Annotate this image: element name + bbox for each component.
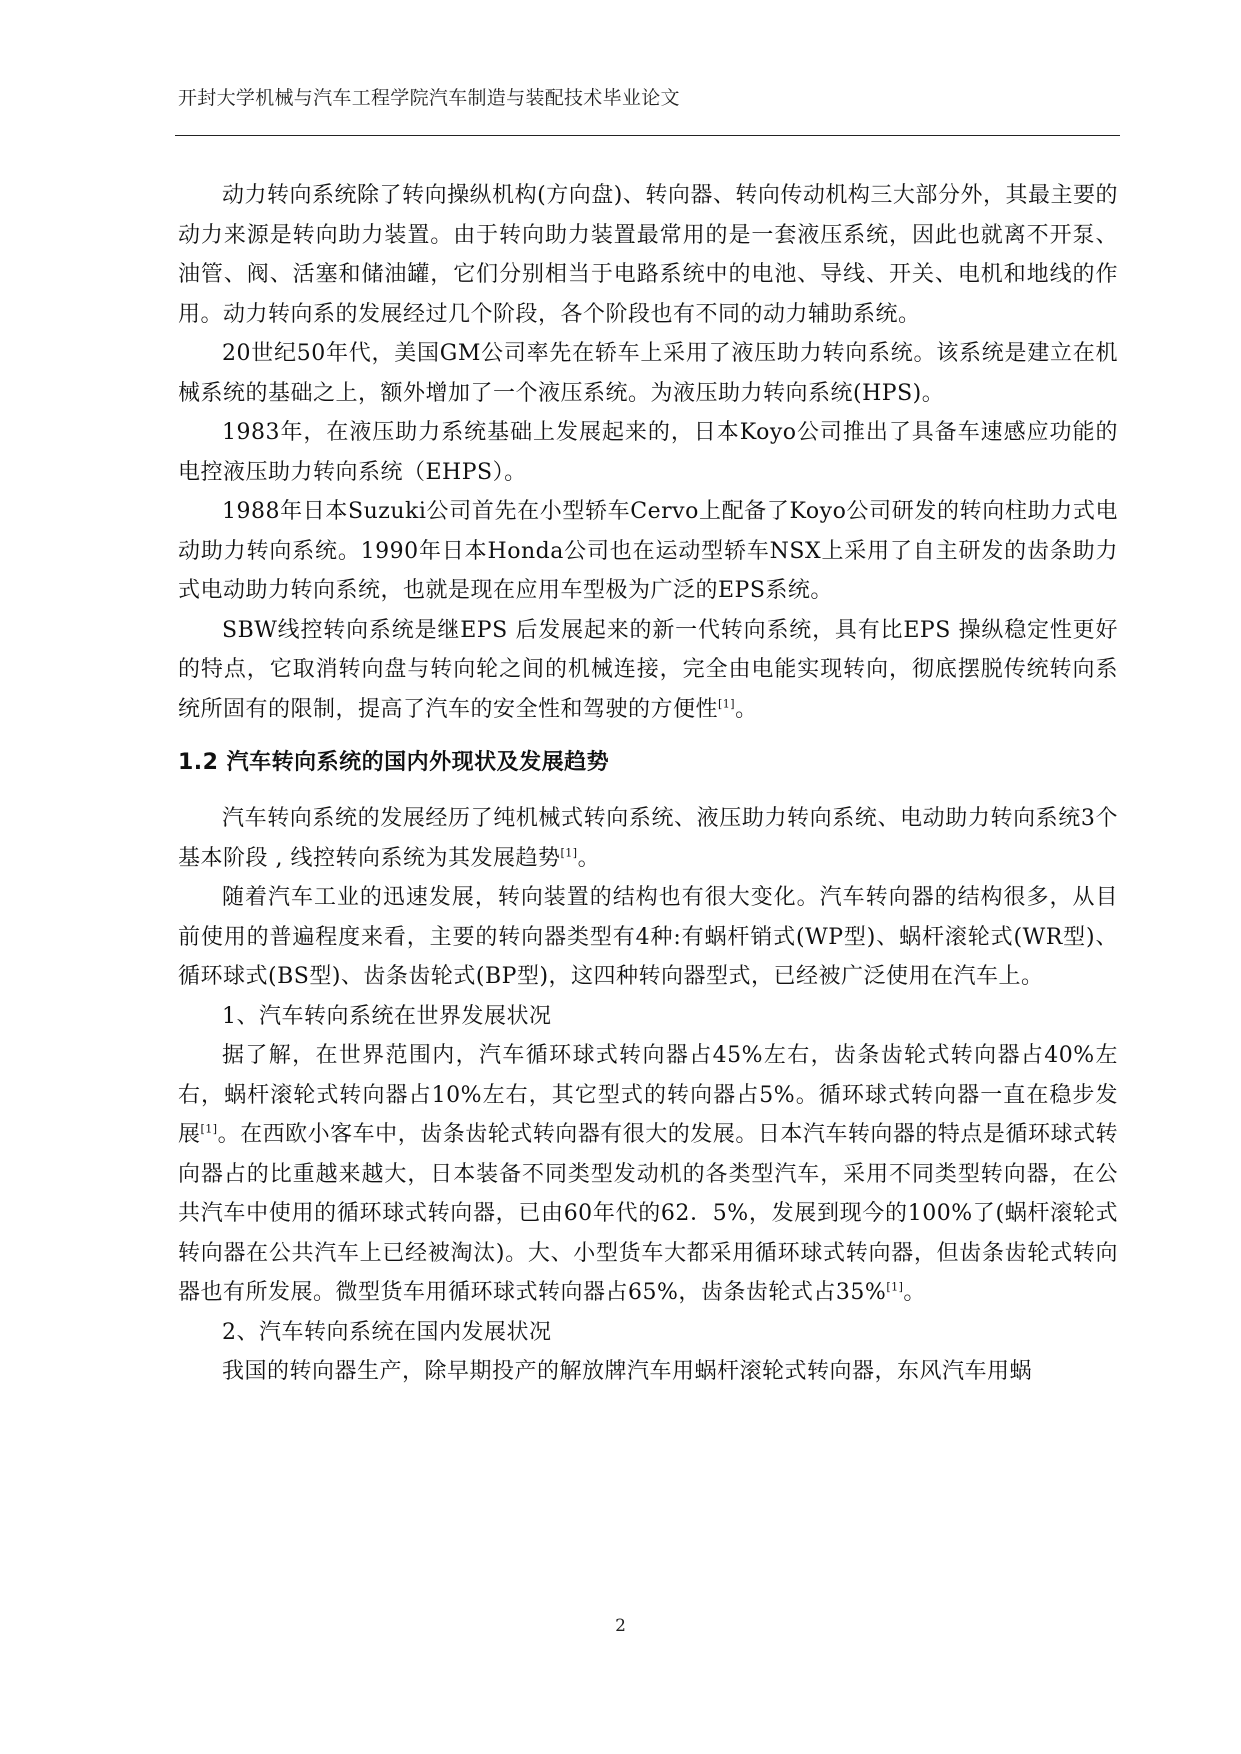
paragraph-development-stages-end: 。 [577, 845, 601, 871]
paragraph-sbw-end: 。 [735, 696, 758, 722]
body-content [178, 176, 1118, 1392]
running-header: 开封大学机械与汽车工程学院汽车制造与装配技术毕业论文 [178, 87, 680, 109]
paragraph-development-stages [178, 799, 1118, 878]
citation-ref: [1] [200, 1122, 218, 1136]
subheading-world-status: 1、汽车转向系统在世界发展状况 [222, 1003, 552, 1029]
paragraph-development-stages-text: 汽车转向系统的发展经历了纯机械式转向系统、液压助力转向系统、电动助力转向系统3个基本阶段 , 线控转向系统为其发展趋势 [178, 806, 1118, 871]
paragraph-eps-history: 1988年日本Suzuki公司首先在小型轿车Cervo上配备了Koyo公司研发的转向柱助力式电动助力转向系统。1990年日本Honda公司也在运动型轿车NSX上采用了自主研发的齿条助力式电动助力转向系统，也就是现在应用车型极为广泛的EPS系统。 [178, 499, 1118, 603]
citation-ref: [1] [886, 1280, 904, 1294]
paragraph-world-status-end: 。 [903, 1280, 926, 1305]
page-number: 2 [615, 1616, 626, 1636]
subheading-domestic-status: 2、汽车转向系统在国内发展状况 [222, 1319, 552, 1345]
section-heading-1-2: 1.2 汽车转向系统的国内外现状及发展趋势 [178, 750, 610, 775]
paragraph-power-steering-intro: 动力转向系统除了转向操纵机构(方向盘)、转向器、转向传动机构三大部分外，其最主要的动力来源是转向助力装置。由于转向助力装置最常用的是一套液压系统，因此也就离不开泵、油管、阀、活塞和储油罐，它们分别相当于电路系统中的电池、导线、开关、电机和地线的作用。动力转向系的发展经过几个阶段，各个阶段也有不同的动力辅助系统。 [178, 183, 1118, 327]
citation-ref: [1] [718, 697, 736, 711]
paragraph-world-status-text-b: 。在西欧小客车中，齿条齿轮式转向器有很大的发展。日本汽车转向器的特点是循环球式转向器占的比重越来越大，日本装备不同类型发动机的各类型汽车，采用不同类型转向器，在公共汽车中使用的循环球式转向器，已由60年代的62．5%，发展到现今的100%了(蜗杆滚轮式转向器在公共汽车上已经被淘汰)。大、小型货车大都采用循环球式转向器，但齿条齿轮式转向器也有所发展。微型货车用循环球式转向器占65%，齿条齿轮式占35% [178, 1122, 1118, 1305]
paragraph-ehps-history: 1983年，在液压助力系统基础上发展起来的，日本Koyo公司推出了具备车速感应功能的电控液压助力转向系统（EHPS）。 [178, 420, 1118, 485]
paragraph-sbw [178, 611, 1118, 730]
paragraph-world-status-text-a: 据了解，在世界范围内，汽车循环球式转向器占45%左右，齿条齿轮式转向器占40%左右，蜗杆滚轮式转向器占10%左右，其它型式的转向器占5%。循环球式转向器一直在稳步发展 [178, 1043, 1118, 1147]
paragraph-world-status [178, 1036, 1118, 1313]
header-divider [175, 135, 1120, 136]
paragraph-steering-gear-types: 随着汽车工业的迅速发展，转向装置的结构也有很大变化。汽车转向器的结构很多，从目前使用的普遍程度来看，主要的转向器类型有4种:有蜗杆销式(WP型)、蜗杆滚轮式(WR型)、循环球式(BS型)、齿条齿轮式(BP型)，这四种转向器型式，已经被广泛使用在汽车上。 [178, 885, 1118, 989]
paragraph-domestic-status: 我国的转向器生产，除早期投产的解放牌汽车用蜗杆滚轮式转向器，东风汽车用蜗 [222, 1359, 1033, 1384]
citation-ref: [1] [560, 846, 578, 860]
paragraph-hps-history: 20世纪50年代，美国GM公司率先在轿车上采用了液压助力转向系统。该系统是建立在机械系统的基础之上，额外增加了一个液压系统。为液压助力转向系统(HPS)。 [178, 341, 1118, 406]
paragraph-sbw-text: SBW线控转向系统是继EPS 后发展起来的新一代转向系统，具有比EPS 操纵稳定性更好的特点，它取消转向盘与转向轮之间的机械连接，完全由电能实现转向，彻底摆脱传统转向系统所固有的限制，提高了汽车的安全性和驾驶的方便性 [178, 617, 1118, 722]
